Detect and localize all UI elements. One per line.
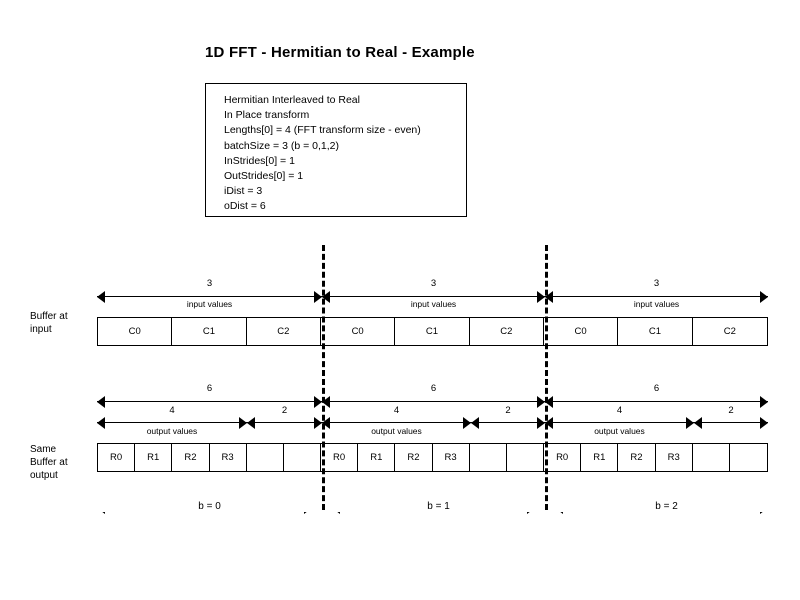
output-pad-arrow-b2 [694, 417, 768, 429]
output-cell: R1 [581, 444, 618, 471]
output-cell [507, 444, 544, 471]
output-cell: R2 [172, 444, 209, 471]
output-pad-count-b0: 2 [281, 405, 288, 416]
input-span-count-b2: 3 [653, 278, 660, 289]
output-span-text-b2: output values [594, 426, 645, 436]
output-pad-arrow-b1 [471, 417, 545, 429]
parameter-line: iDist = 3 [224, 185, 263, 198]
input-cell: C2 [247, 318, 321, 345]
batch-label-b0: b = 0 [97, 501, 322, 512]
input-span-text-b2: input values [633, 299, 680, 309]
output-cell [470, 444, 507, 471]
output-cell: R0 [544, 444, 581, 471]
batch-label-b2: b = 2 [555, 501, 778, 512]
output-pad-arrow-b0 [247, 417, 322, 429]
input-cell: C0 [98, 318, 172, 345]
output-data-count-b0: 4 [169, 405, 175, 416]
output-span-text-b1: output values [371, 426, 422, 436]
output-cell: R1 [358, 444, 395, 471]
input-span-count-b1: 3 [430, 278, 437, 289]
output-row-label-line1: Same [30, 444, 57, 455]
output-cell [693, 444, 730, 471]
output-cell: R1 [135, 444, 172, 471]
output-cell [284, 444, 321, 471]
input-span-text-b1: input values [410, 299, 457, 309]
input-row-label-line2: input [30, 324, 52, 335]
output-cell: R0 [321, 444, 358, 471]
parameter-line: In Place transform [224, 109, 310, 122]
output-total-count-b2: 6 [653, 383, 660, 394]
input-cell: C1 [618, 318, 692, 345]
output-cell: R2 [618, 444, 655, 471]
output-buffer [97, 443, 768, 472]
input-span-text-b0: input values [186, 299, 233, 309]
parameter-line: OutStrides[0] = 1 [224, 170, 304, 183]
input-cell: C2 [470, 318, 544, 345]
parameter-line: InStrides[0] = 1 [224, 154, 295, 167]
input-cell: C0 [321, 318, 395, 345]
output-row-label-line2: Buffer at [30, 457, 68, 468]
input-cell: C2 [723, 326, 736, 337]
output-cell: R0 [98, 444, 135, 471]
output-pad-count-b1: 2 [505, 405, 511, 416]
output-total-count-b1: 6 [430, 383, 437, 394]
parameter-line: Hermitian Interleaved to Real [224, 94, 360, 106]
parameter-line: oDist = 6 [224, 200, 266, 213]
output-cell: R3 [210, 444, 247, 471]
parameter-line: Lengths[0] = 4 (FFT transform size - even) [224, 124, 421, 137]
parameters-box [205, 83, 467, 217]
input-cell: C1 [172, 318, 246, 345]
output-data-count-b2: 4 [616, 405, 623, 416]
page-title: 1D FFT - Hermitian to Real - Example [205, 44, 475, 61]
output-total-count-b0: 6 [206, 383, 213, 394]
input-row-label-line1: Buffer at [30, 311, 68, 322]
output-cell: R2 [395, 444, 432, 471]
output-cell: R3 [656, 444, 693, 471]
output-row-label-line3: output [30, 470, 58, 481]
input-cell: C1 [395, 318, 469, 345]
output-data-count-b1: 4 [393, 405, 400, 416]
parameter-line: batchSize = 3 (b = 0,1,2) [224, 139, 339, 152]
input-buffer [97, 317, 768, 346]
input-span-count-b0: 3 [206, 278, 213, 289]
output-cell [247, 444, 284, 471]
output-cell [730, 444, 767, 471]
output-cell: R3 [433, 444, 470, 471]
output-span-text-b0: output values [146, 426, 198, 436]
batch-label-b1: b = 1 [332, 501, 545, 512]
input-cell: C0 [544, 318, 618, 345]
output-pad-count-b2: 2 [728, 405, 734, 416]
